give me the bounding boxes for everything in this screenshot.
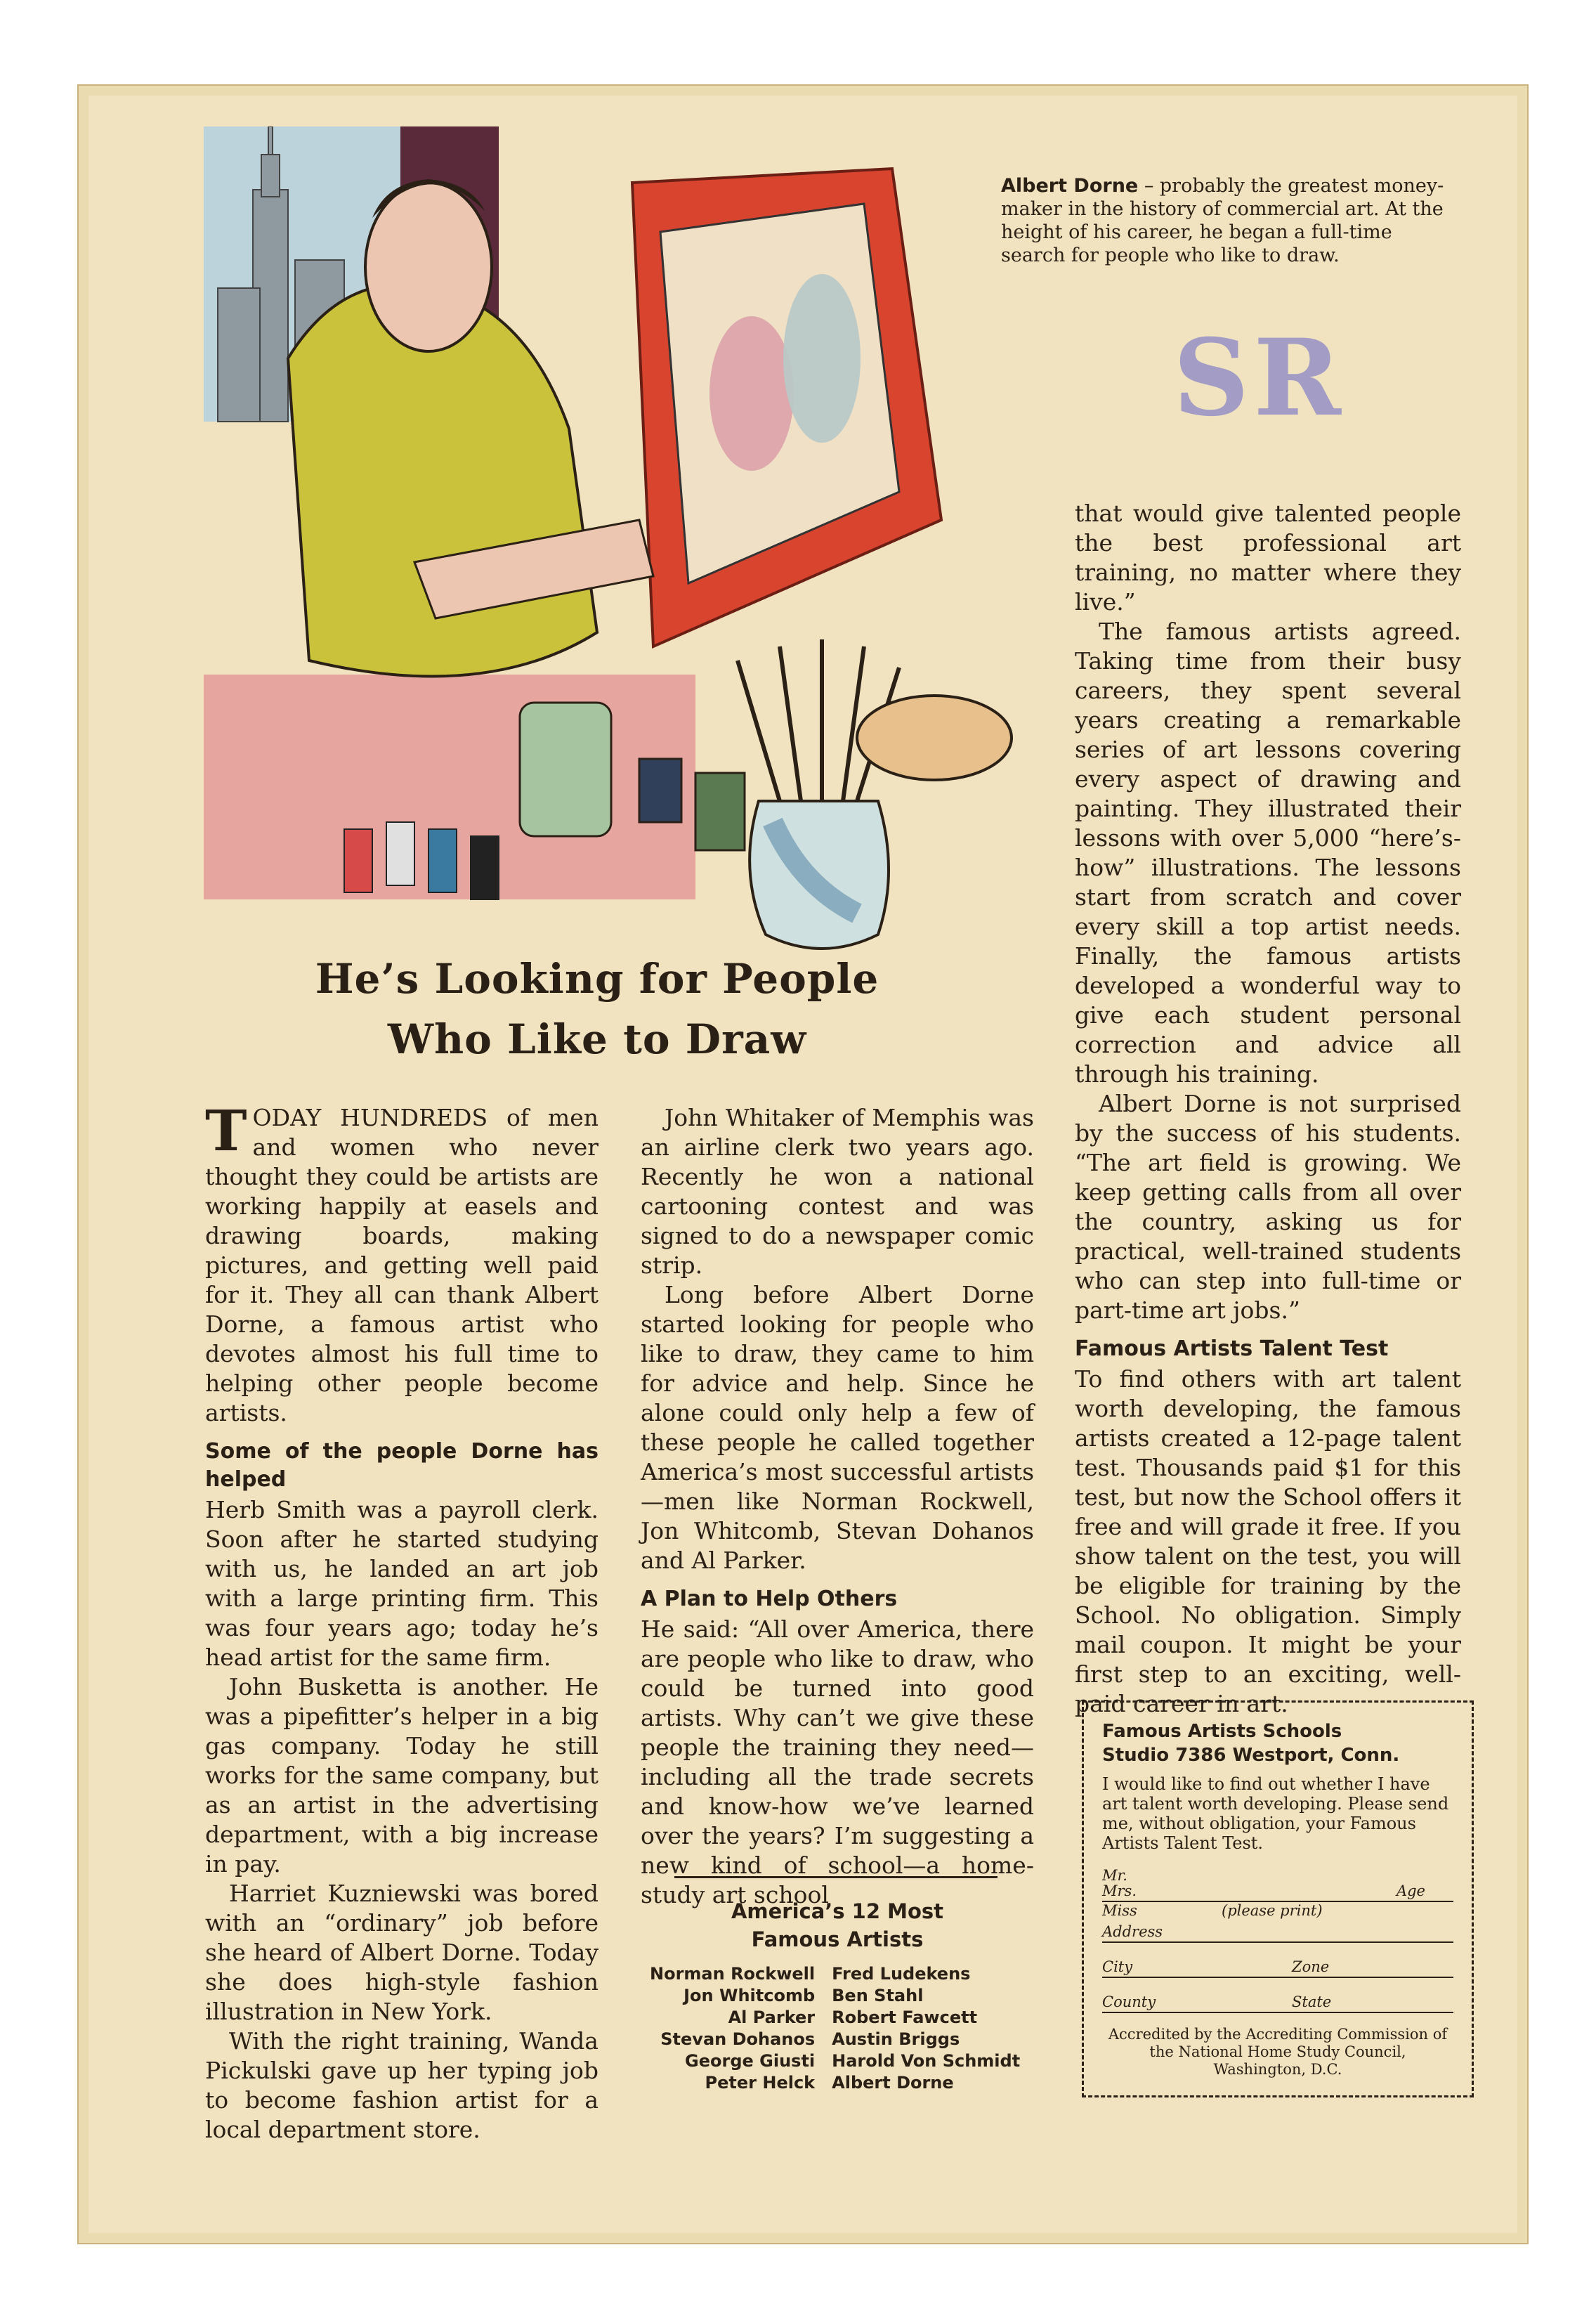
ad-content xyxy=(112,105,1510,2220)
drawn-woman xyxy=(709,316,794,471)
artist-name: Peter Helck xyxy=(705,2073,816,2093)
mail-coupon xyxy=(1082,1700,1474,2097)
artist-head xyxy=(365,183,492,351)
coupon-title-2: Studio 7386 Westport, Conn. xyxy=(1102,1745,1400,1766)
artist-name: Austin Briggs xyxy=(832,2029,960,2049)
coupon-please-print: (please print) xyxy=(1222,1902,1323,1919)
paragraph-long-before: Long before Albert Dorne started looking for people who like to draw, they came to him for advice and help. Since he alone could only help a few of these people he called together America’s most successful artists —men like Norman Rockwell, Jon Whitcomb, Stevan Dohanos and Al Parker. xyxy=(641,1281,1034,1574)
headline-line-1: He’s Looking for People xyxy=(315,955,879,1003)
list-title-2: Famous Artists xyxy=(751,1927,924,1951)
coupon-zone-label: Zone xyxy=(1292,1958,1330,1975)
lead-small-caps: ODAY HUNDREDS xyxy=(252,1104,488,1131)
coupon-state-label: State xyxy=(1292,1993,1332,2010)
artist-name: Norman Rockwell xyxy=(650,1964,816,1984)
sr-stamp: SR xyxy=(1173,316,1345,440)
paragraph-talent-test: To find others with art talent worth developing, the famous artists created a 12-page talent test. Thousands paid $1 for this test, but now the School offers it free and will grade it free. If you show talent on the test, you will be eligible for training by the School. No obligation. Simply mail coupon. It might be your first step to an exciting, well-paid career in art. xyxy=(1075,1365,1461,1717)
divider xyxy=(674,1876,998,1878)
paragraph-not-surprised: Albert Dorne is not surprised by the success of his students. “The art field is growing. We keep getting calls from all over the country, asking us for practical, well-trained students who can step into full-time or part-time art jobs.” xyxy=(1075,1090,1461,1324)
drop-cap: T xyxy=(205,1098,247,1164)
artist-name: Al Parker xyxy=(728,2008,816,2027)
coupon-address-label: Address xyxy=(1102,1923,1163,1940)
bowl xyxy=(857,696,1012,780)
paragraph-herb-smith: Herb Smith was a payroll clerk. Soon after he started studying with us, he landed an art job with a large printing firm. This was four years ago; today he’s head artist for the same firm. xyxy=(205,1496,598,1671)
intro-text: of men and women who never thought they could be artists are working happily at easels and drawing boards, making pictures, and getting well paid for it. They all can thank Albert Dorne, a famous artist who devotes almost his full time to helping other people become artists. xyxy=(205,1104,598,1426)
artist-name: Robert Fawcett xyxy=(832,2008,978,2027)
drawn-cowboy xyxy=(783,274,861,443)
artists-left-column xyxy=(641,1963,815,2094)
coupon-city-label: City xyxy=(1102,1958,1133,1975)
paragraph-john-busketta: John Busketta is another. He was a pipefitter’s helper in a big gas company. Today he still works for the same company, but as an artist in the advertising department, with a big increase in pay. xyxy=(205,1673,598,1878)
subhead-dorne-helped: Some of the people Dorne has helped xyxy=(205,1439,598,1492)
artist-name: Harold Von Schmidt xyxy=(832,2051,1021,2071)
column-3 xyxy=(1075,499,1461,1719)
headline-line-2: Who Like to Draw xyxy=(387,1015,807,1063)
column-1-intro xyxy=(205,1098,598,1428)
coupon-name-field[interactable] xyxy=(1102,1884,1453,1902)
coupon-accreditation: Accredited by the Accrediting Commission of the National Home Study Council, Washington, D.C. xyxy=(1108,2026,1448,2078)
coupon-mr-label: Mr. xyxy=(1102,1867,1127,1884)
caption-text: – probably the greatest money-maker in the history of commercial art. At the height of his career, he began a full-time search for people who like to draw. xyxy=(1001,175,1444,266)
coupon-county-label: County xyxy=(1102,1993,1156,2010)
list-title-1: America’s 12 Most xyxy=(731,1899,944,1923)
paragraph-john-whitaker: John Whitaker of Memphis was an airline clerk two years ago. Recently he won a national cartooning contest and was signed to do a newspaper comic strip. xyxy=(641,1104,1034,1279)
coupon-address-field[interactable] xyxy=(1102,1920,1453,1943)
artist-name: Ben Stahl xyxy=(832,1986,924,2005)
paragraph-he-said: He said: “All over America, there are people who like to draw, who could be turned into good artists. Why can’t we give these people the training they need—including all the trade secrets and know-how we’ve learned over the years? I’m suggesting a new kind of school—a home-study art school xyxy=(641,1615,1034,1908)
brush-jar xyxy=(738,639,899,949)
coupon-miss-label: Miss xyxy=(1102,1902,1137,1919)
artist-name: Jon Whitcomb xyxy=(683,1986,816,2005)
paragraph-continued: that would give talented people the best professional art training, no matter where they live.” xyxy=(1075,500,1461,616)
paragraph-artists-agreed: The famous artists agreed. Taking time from their busy careers, they spent several years creating a remarkable series of art lessons covering every aspect of drawing and painting. They illustrated their lessons with over 5,000 “here’s-how” illustrations. The lessons start from scratch and cover every skill a top artist needs. Finally, the famous artists developed a wonderful way to give each student personal correction and advice all through his training. xyxy=(1075,618,1461,1088)
column-2 xyxy=(641,1103,1034,1910)
subhead-plan: A Plan to Help Others xyxy=(641,1587,898,1611)
artist-name: Stevan Dohanos xyxy=(660,2029,816,2049)
illustration-caption xyxy=(1001,174,1458,267)
artist-name: Albert Dorne xyxy=(832,2073,954,2093)
artist-name: Fred Ludekens xyxy=(832,1964,971,1984)
subhead-talent-test: Famous Artists Talent Test xyxy=(1075,1336,1389,1361)
coupon-mrs-label: Mrs. xyxy=(1102,1882,1137,1899)
paragraph-wanda: With the right training, Wanda Pickulski gave up her typing job to become fashion artist for a local department store. xyxy=(205,2027,598,2143)
coupon-miss-row xyxy=(1102,1902,1453,1920)
coupon-title-1: Famous Artists Schools xyxy=(1102,1721,1342,1742)
paragraph-harriet: Harriet Kuzniewski was bored with an “ordinary” job before she heard of Albert Dorne. Today she does high-style fashion illustration in New York. xyxy=(205,1880,598,2025)
column-1 xyxy=(205,1098,598,2145)
caption-name: Albert Dorne xyxy=(1001,175,1139,197)
coupon-county-field[interactable] xyxy=(1102,1991,1453,2013)
famous-artists-list xyxy=(641,1897,1034,2094)
coupon-request-text: I would like to find out whether I have art talent worth developing. Please send me, without obligation, your Famous Artists Talent Test. xyxy=(1102,1774,1449,1853)
artists-right-column xyxy=(832,1963,1034,2094)
headline xyxy=(204,949,990,1069)
artist-name: George Giusti xyxy=(685,2051,816,2071)
coupon-age-label: Age xyxy=(1396,1882,1425,1899)
coupon-city-field[interactable] xyxy=(1102,1956,1453,1978)
